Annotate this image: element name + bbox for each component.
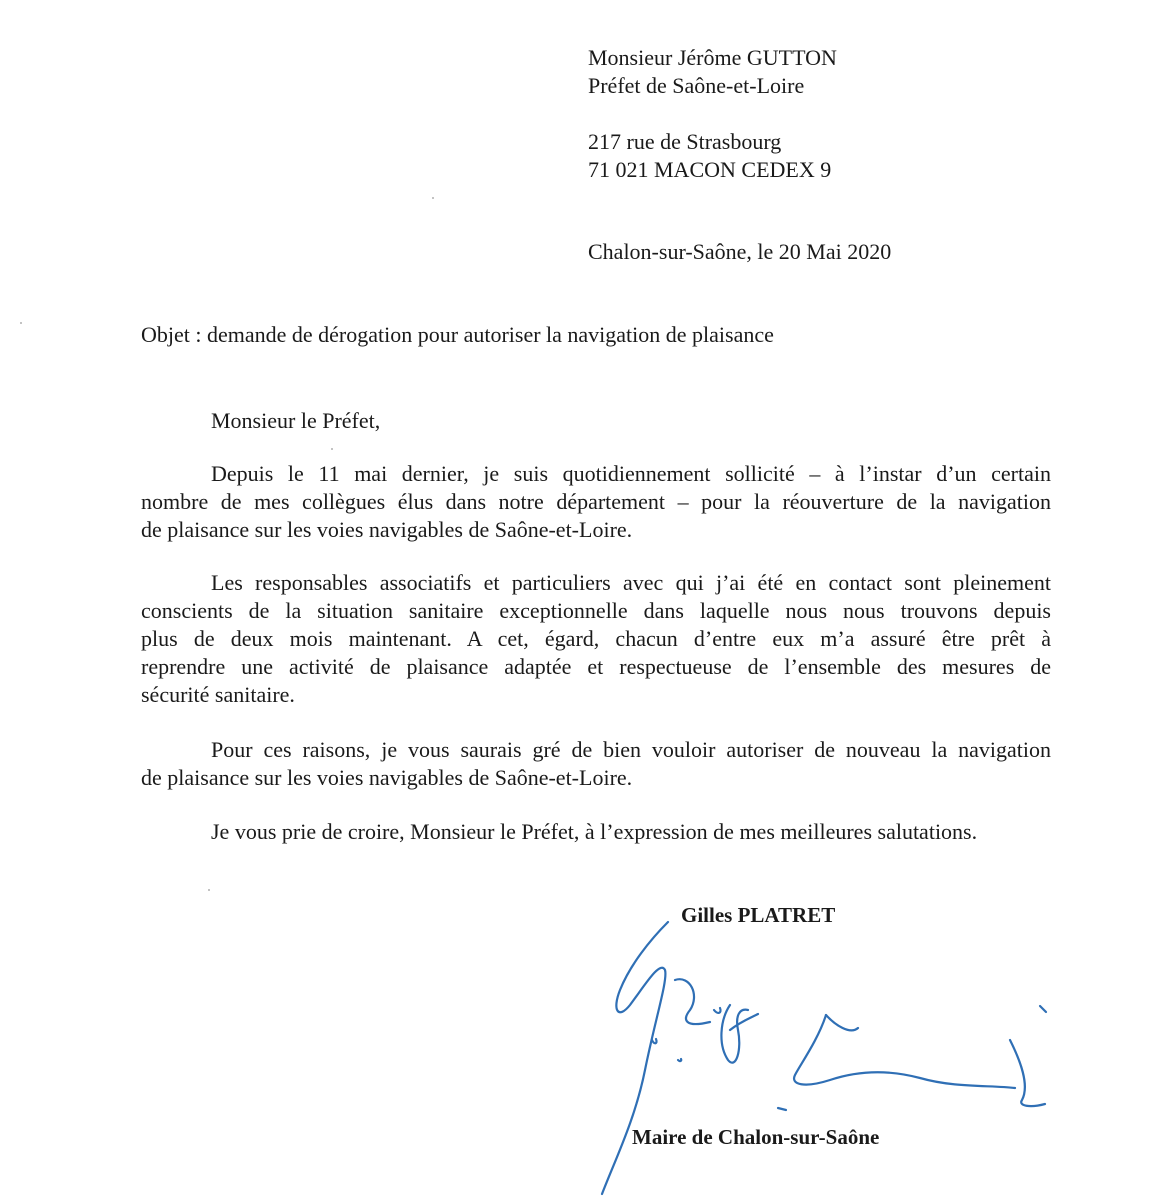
paragraph-line: de plaisance sur les voies navigables de Saône-et-Loire. bbox=[141, 517, 633, 542]
paragraph-line: Les responsables associatifs et particuliers avec qui j’ai été en contact sont pleinement bbox=[211, 570, 1051, 595]
paragraph-line: Je vous prie de croire, Monsieur le Préfet, à l’expression de mes meilleures salutations. bbox=[211, 819, 978, 844]
subject-line: Objet : demande de dérogation pour autoriser la navigation de plaisance bbox=[141, 322, 774, 347]
paper-speck bbox=[432, 197, 434, 199]
paper-speck bbox=[208, 889, 210, 891]
paragraph-1 bbox=[141, 460, 1051, 544]
place-date: Chalon-sur-Saône, le 20 Mai 2020 bbox=[588, 239, 892, 264]
paragraph-line: conscients de la situation sanitaire exceptionnelle dans laquelle nous nous trouvons depuis bbox=[141, 598, 1051, 623]
paragraph-line: sécurité sanitaire. bbox=[141, 682, 295, 707]
paragraph-3 bbox=[141, 736, 1051, 792]
paragraph-line: nombre de mes collègues élus dans notre département – pour la réouverture de la navigation bbox=[141, 489, 1051, 514]
paper-speck bbox=[20, 322, 22, 324]
signer-title: Maire de Chalon-sur-Saône bbox=[632, 1125, 880, 1149]
handwritten-signature bbox=[590, 910, 1070, 1196]
paragraph-line: plus de deux mois maintenant. A cet, égard, chacun d’entre eux m’a assuré être prêt à bbox=[141, 626, 1051, 651]
recipient-street: 217 rue de Strasbourg bbox=[588, 129, 782, 154]
paragraph-4 bbox=[141, 818, 1051, 846]
paragraph-line: de plaisance sur les voies navigables de Saône-et-Loire. bbox=[141, 765, 633, 790]
recipient-title: Préfet de Saône-et-Loire bbox=[588, 73, 805, 98]
signer-name: Gilles PLATRET bbox=[681, 903, 836, 927]
paragraph-line: Pour ces raisons, je vous saurais gré de bien vouloir autoriser de nouveau la navigation bbox=[211, 737, 1051, 762]
paragraph-line: reprendre une activité de plaisance adaptée et respectueuse de l’ensemble des mesures de bbox=[141, 654, 1051, 679]
paragraph-2 bbox=[141, 569, 1051, 709]
paper-speck bbox=[331, 448, 333, 450]
paragraph-line: Depuis le 11 mai dernier, je suis quotidiennement sollicité – à l’instar d’un certain bbox=[211, 461, 1051, 486]
recipient-city: 71 021 MACON CEDEX 9 bbox=[588, 157, 832, 182]
recipient-block bbox=[588, 44, 837, 184]
recipient-name: Monsieur Jérôme GUTTON bbox=[588, 45, 837, 70]
salutation: Monsieur le Préfet, bbox=[211, 408, 381, 433]
